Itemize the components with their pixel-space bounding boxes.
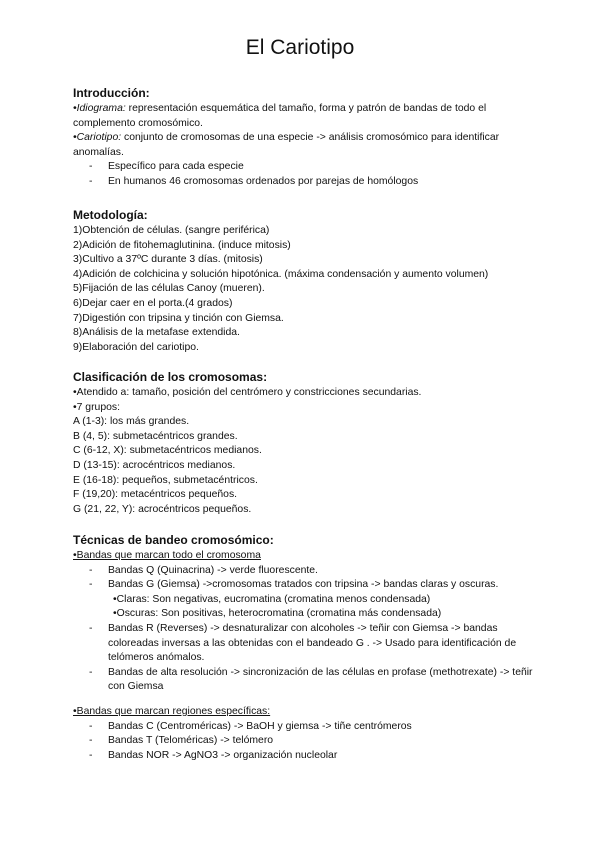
method-step: 7)Digestión con tripsina y tinción con Giemsa. (73, 312, 284, 324)
spacer (73, 695, 533, 705)
banda-g (73, 578, 533, 593)
banda-q (73, 564, 533, 579)
idiograma-definition (73, 102, 533, 131)
group-line: C (6-12, X): submetacéntricos medianos. (73, 445, 262, 457)
dash-marker: - (89, 579, 93, 591)
method-step: 4)Adición de colchicina y solución hipotónica. (máxima condensación y aumento volumen) (73, 268, 489, 280)
method-step: 1)Obtención de células. (sangre periférica) (73, 225, 270, 236)
cariotipo-term: •Cariotipo: (73, 132, 122, 144)
dash-marker: - (89, 622, 93, 634)
banda-g-claras: •Claras: Son negativas, eucromatina (cromatina menos condensada) (113, 593, 431, 605)
cariotipo-text: conjunto de cromosomas de una especie -> análisis cromosómico para identificar anomalías. (73, 132, 500, 158)
group-line: E (16-18): pequeños, submetacéntricos. (73, 474, 258, 486)
document-title: El Cariotipo (245, 36, 355, 59)
banda-t-text: Bandas T (Teloméricas) -> telómero (108, 735, 274, 747)
heading-tecnicas: Técnicas de bandeo cromosómico: (73, 533, 274, 547)
group-line: D (13-15): acrocéntricos medianos. (73, 459, 236, 471)
cariotipo-definition (73, 131, 533, 160)
section-metodologia (73, 208, 533, 355)
dash-marker: - (89, 564, 93, 576)
banda-nor-text: Bandas NOR -> AgNO3 -> organización nucleolar (108, 749, 338, 761)
dash-marker: - (89, 666, 93, 678)
group1-title: •Bandas que marcan todo el cromosoma (73, 550, 261, 561)
intro-bullet (73, 175, 533, 190)
banda-g-oscuras: •Oscuras: Son positivas, heterocromatina (cromatina más condensada) (113, 608, 442, 620)
group2-title: •Bandas que marcan regiones específicas: (73, 705, 271, 717)
intro-bullet (73, 160, 533, 175)
banda-alta-text: Bandas de alta resolución -> sincronización de las células en profase (methotrexate) -> teñir con Giemsa (108, 666, 533, 693)
dash-marker: - (89, 749, 93, 761)
intro-bullet-text: En humanos 46 cromosomas ordenados por parejas de homólogos (108, 175, 419, 187)
method-step: 3)Cultivo a 37ºC durante 3 días. (mitosis) (73, 254, 263, 266)
banda-c (73, 720, 533, 735)
group-line: G (21, 22, Y): acrocéntricos pequeños. (73, 503, 252, 515)
method-step: 2)Adición de fitohemaglutinina. (induce mitosis) (73, 239, 291, 251)
section-clasificacion (73, 370, 533, 517)
section-introduccion (73, 86, 533, 190)
clasificacion-line: •7 grupos: (73, 401, 120, 413)
dash-marker: - (89, 161, 93, 173)
section-tecnicas (73, 533, 533, 763)
heading-metodologia: Metodología: (73, 208, 148, 222)
banda-alta-resolucion (73, 666, 533, 695)
banda-c-text: Bandas C (Centroméricas) -> BaOH y giemsa -> tiñe centrómeros (108, 720, 412, 732)
banda-q-text: Bandas Q (Quinacrina) -> verde fluorescente. (108, 564, 318, 576)
dash-marker: - (89, 735, 93, 747)
heading-clasificacion: Clasificación de los cromosomas: (73, 370, 268, 384)
banda-nor (73, 749, 533, 764)
method-step: 6)Dejar caer en el porta.(4 grados) (73, 297, 233, 309)
banda-t (73, 734, 533, 749)
group-line: A (1-3): los más grandes. (73, 416, 190, 428)
dash-marker: - (89, 175, 93, 187)
dash-marker: - (89, 720, 93, 732)
banda-r-text: Bandas R (Reverses) -> desnaturalizar con alcoholes -> teñir con Giemsa -> bandas coloreadas inversas a las obtenidas con el bandeado G . -> Usado para identificación de telómeros anómalos. (108, 622, 517, 664)
heading-introduccion: Introducción: (73, 86, 150, 100)
group-line: F (19,20): metacéntricos pequeños. (73, 489, 238, 501)
banda-g-text: Bandas G (Giemsa) ->cromosomas tratados con tripsina -> bandas claras y oscuras. (108, 579, 499, 591)
method-step: 5)Fijación de las células Canoy (mueren). (73, 283, 265, 295)
intro-bullet-text: Específico para cada especie (108, 161, 244, 173)
banda-r (73, 622, 533, 666)
idiograma-text: representación esquemática del tamaño, forma y patrón de bandas de todo el complemento cromosómico. (73, 103, 487, 129)
group-line: B (4, 5): submetacéntricos grandes. (73, 430, 238, 442)
method-step: 8)Análisis de la metafase extendida. (73, 327, 240, 339)
method-step: 9)Elaboración del cariotipo. (73, 341, 199, 353)
idiograma-term: •Idiograma: (73, 103, 126, 114)
clasificacion-line: •Atendido a: tamaño, posición del centrómero y constricciones secundarias. (73, 387, 422, 398)
